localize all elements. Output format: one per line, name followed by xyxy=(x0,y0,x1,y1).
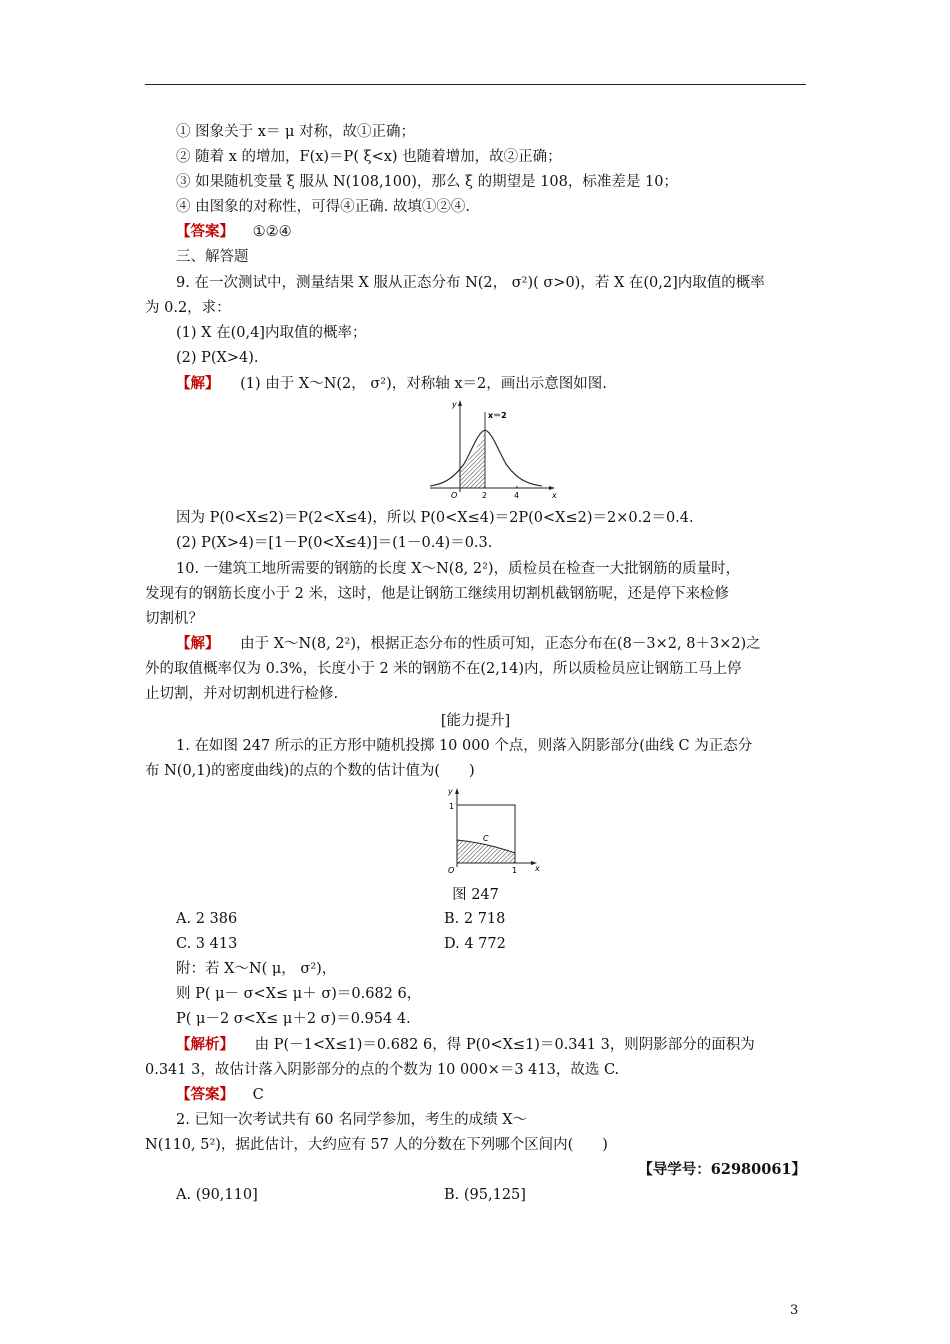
curve-label: C xyxy=(483,834,489,843)
question-10-line: 切割机？ xyxy=(145,611,203,627)
note-line: 附：若 X～N( μ， σ²)， xyxy=(176,961,337,977)
question-9-line: 9. 在一次测试中，测量结果 X 服从正态分布 N(2， σ²)( σ>0)，若 X 在(0,2]内取值的概率 xyxy=(176,275,765,291)
normal-curve-figure xyxy=(424,398,564,504)
problem-2-line: 2. 已知一次考试共有 60 名同学参加，考生的成绩 X～ xyxy=(176,1112,528,1128)
solution-tag: 【解】 xyxy=(176,375,220,392)
solution-body: (1) 由于 X～N(2， σ²)，对称轴 x＝2，画出示意图如图. xyxy=(240,376,607,392)
text-line: ④ 由图象的对称性，可得④正确. 故填①②④. xyxy=(176,199,470,215)
origin-label: O xyxy=(448,866,455,875)
question-10-line: 10. 一建筑工地所需要的钢筋的长度 X～N(8, 2²)，质检员在检查一大批钢筋的质量时， xyxy=(176,561,741,577)
solution-line: 止切割，并对切割机进行检修. xyxy=(145,686,339,702)
question-10-line: 发现有的钢筋长度小于 2 米，这时，他是让钢筋工继续用切割机截钢筋呢，还是停下来检修 xyxy=(145,586,729,602)
text-line: ① 图象关于 x＝ μ 对称，故①正确； xyxy=(176,124,416,140)
section-heading: [能力提升] xyxy=(440,713,511,729)
solution-body: 由于 X～N(8, 2²)，根据正态分布的性质可知，正态分布在(8－3×2, 8＋3×2)之 xyxy=(240,636,761,652)
shaded-region xyxy=(457,840,515,863)
problem-2-line: N(110, 5²)，据此估计，大约应有 57 人的分数在下列哪个区间内( ) xyxy=(145,1137,608,1153)
option-b: B. (95,125] xyxy=(444,1187,526,1203)
density-curve xyxy=(430,430,542,486)
answer-line xyxy=(176,222,292,242)
answer-body: C xyxy=(252,1087,264,1103)
analysis-line: 0.341 3，故估计落入阴影部分的点的个数为 10 000×＝3 413，故选 C. xyxy=(145,1062,620,1078)
origin-label: O xyxy=(451,491,458,500)
tick-label: 1 xyxy=(449,802,455,811)
answer-tag: 【答案】 xyxy=(176,223,234,240)
option-a: A. (90,110] xyxy=(176,1187,258,1203)
problem-1-line: 布 N(0,1)的密度曲线)的点的个数的估计值为( ) xyxy=(145,763,475,779)
figure-caption: 图 247 xyxy=(452,887,499,903)
problem-1-line: 1. 在如图 247 所示的正方形中随机投掷 10 000 个点，则落入阴影部分(曲线 C 为正态分 xyxy=(176,738,753,754)
solution-line: (2) P(X>4)＝[1－P(0<X≤4)]＝(1－0.4)＝0.3. xyxy=(176,535,493,551)
solution-line: 因为 P(0<X≤2)＝P(2<X≤4)，所以 P(0<X≤4)＝2P(0<X≤2)＝2×0.2＝0.4. xyxy=(176,510,694,526)
axis-annotation: x＝2 xyxy=(488,411,507,420)
answer-body: ①②④ xyxy=(252,224,292,240)
option-a: A. 2 386 xyxy=(176,911,238,927)
analysis-line xyxy=(176,1035,755,1055)
text-line: ② 随着 x 的增加，F(x)＝P( ξ<x) 也随着增加，故②正确； xyxy=(176,149,562,165)
question-9-line: (2) P(X>4). xyxy=(176,350,259,366)
x-label: x xyxy=(552,491,557,500)
solution-line xyxy=(176,634,761,654)
tick-label: 4 xyxy=(514,491,520,500)
header-rule xyxy=(145,84,806,85)
option-d: D. 4 772 xyxy=(444,936,506,952)
analysis-body: 由 P(－1<X≤1)＝0.682 6，得 P(0<X≤1)＝0.341 3，则阴影部分的面积为 xyxy=(254,1037,755,1053)
page-number: 3 xyxy=(790,1303,799,1318)
x-label: x xyxy=(535,864,540,873)
question-9-line: 为 0.2，求： xyxy=(145,300,231,316)
solution-line: 外的取值概率仅为 0.3%，长度小于 2 米的钢筋不在(2,14)内，所以质检员应让钢筋工马上停 xyxy=(145,661,742,677)
option-b: B. 2 718 xyxy=(444,911,506,927)
answer-line xyxy=(176,1085,264,1105)
text-line: ③ 如果随机变量 ξ 服从 N(108,100)，那么 ξ 的期望是 108，标准差是 10； xyxy=(176,174,678,190)
note-line: P( μ－2 σ<X≤ μ＋2 σ)＝0.954 4. xyxy=(176,1011,411,1027)
option-c: C. 3 413 xyxy=(176,936,238,952)
section-heading: 三、解答题 xyxy=(176,249,249,265)
analysis-tag: 【解析】 xyxy=(176,1036,234,1053)
solution-tag: 【解】 xyxy=(176,635,220,652)
square-curve-figure xyxy=(438,785,542,881)
guide-number: 【导学号：62980061】 xyxy=(638,1161,806,1178)
note-line: 则 P( μ－ σ<X≤ μ＋ σ)＝0.682 6， xyxy=(176,986,422,1002)
question-9-line: (1) X 在(0,4]内取值的概率； xyxy=(176,325,367,341)
solution-line xyxy=(176,374,607,394)
answer-tag: 【答案】 xyxy=(176,1086,234,1103)
y-label: y xyxy=(448,787,453,796)
tick-label: 2 xyxy=(482,491,488,500)
shaded-region xyxy=(460,434,485,488)
y-label: y xyxy=(452,400,457,409)
tick-label: 1 xyxy=(512,866,518,875)
